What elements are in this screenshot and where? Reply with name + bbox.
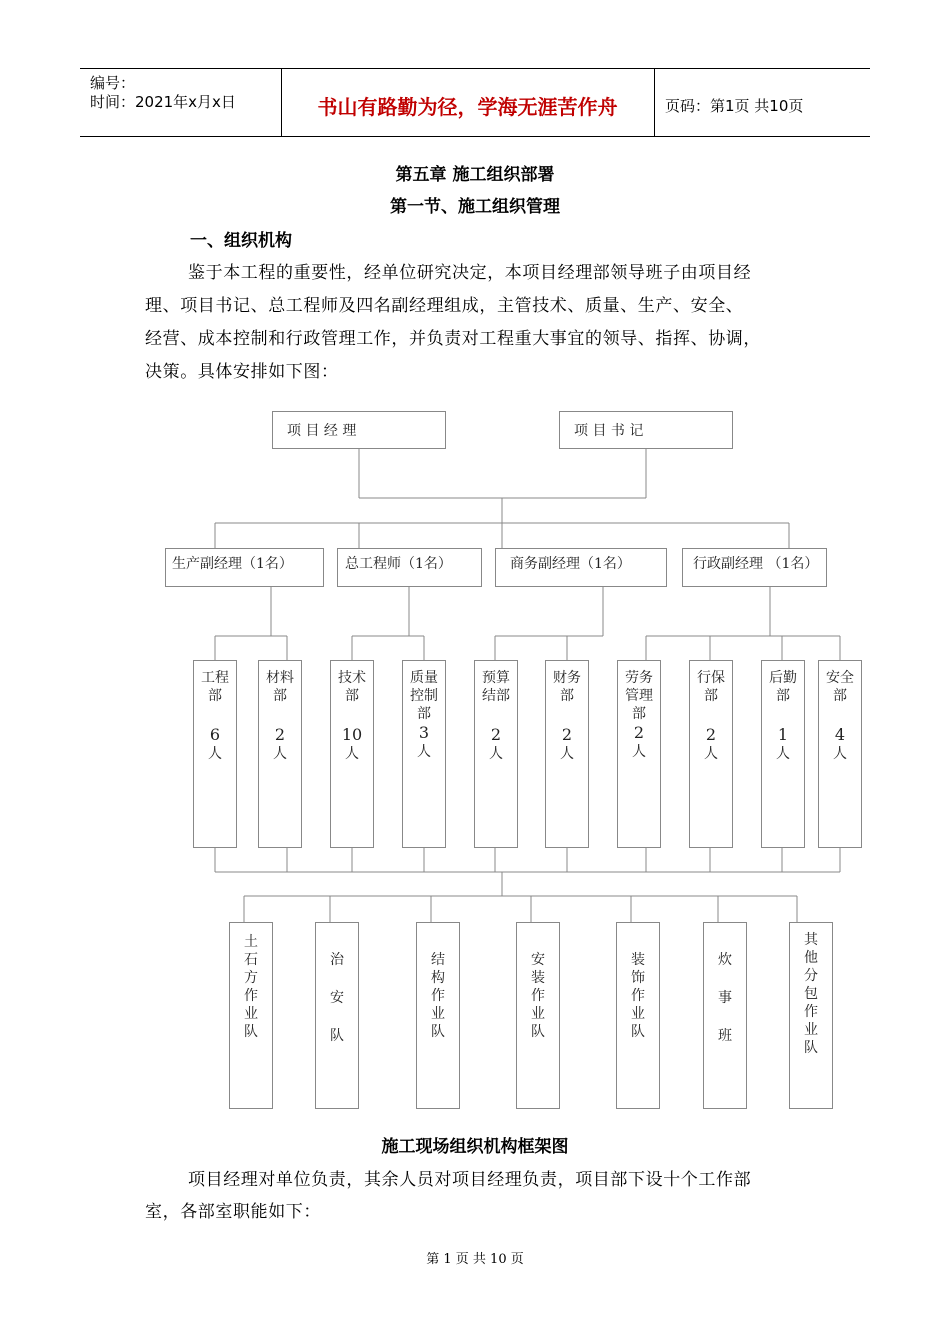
department-box — [258, 660, 302, 848]
department-unit: 人 — [417, 744, 431, 760]
team-char: 其 — [804, 932, 818, 948]
team-char: 包 — [804, 986, 818, 1002]
team-char: 业 — [804, 1022, 818, 1038]
department-box — [402, 660, 446, 848]
team-char: 队 — [804, 1040, 818, 1056]
team-char: 作 — [531, 988, 545, 1004]
department-name: 部 — [417, 706, 431, 722]
page-footer: 第 1 页 共 10 页 — [426, 1252, 524, 1267]
department-unit: 人 — [345, 746, 359, 762]
department-name: 预算 — [482, 670, 510, 686]
department-count: 10 — [341, 725, 363, 744]
department-name: 部 — [273, 688, 287, 704]
box-label: 总工程师（1名） — [345, 556, 452, 572]
team-char: 班 — [718, 1028, 732, 1044]
department-count: 2 — [633, 723, 645, 742]
team-char: 结 — [431, 952, 445, 968]
department-name: 安全 — [826, 670, 854, 686]
team-box — [789, 922, 833, 1109]
department-count: 2 — [561, 725, 573, 744]
team-box — [703, 922, 747, 1109]
team-char: 装 — [631, 952, 645, 968]
department-box — [617, 660, 661, 848]
team-char: 队 — [244, 1024, 258, 1040]
number-label: 编号： — [90, 74, 136, 92]
department-name: 质量 — [410, 670, 438, 686]
department-name: 劳务 — [625, 670, 653, 686]
department-unit: 人 — [833, 746, 847, 762]
team-char: 土 — [244, 934, 258, 950]
department-unit: 人 — [208, 746, 222, 762]
team-char: 业 — [431, 1006, 445, 1022]
chart-caption: 施工现场组织机构框架图 — [381, 1137, 569, 1157]
team-char: 队 — [431, 1024, 445, 1040]
intro-line: 决策。具体安排如下图： — [145, 362, 339, 382]
team-char: 业 — [531, 1006, 545, 1022]
team-char: 作 — [431, 988, 445, 1004]
department-name: 控制 — [410, 688, 438, 704]
team-box — [516, 922, 560, 1109]
department-unit: 人 — [704, 746, 718, 762]
deputy-box-commerce — [495, 548, 667, 587]
department-count: 2 — [705, 725, 717, 744]
deputy-box-production — [165, 548, 324, 587]
department-unit: 人 — [632, 744, 646, 760]
team-char: 他 — [804, 950, 818, 966]
department-unit: 人 — [273, 746, 287, 762]
team-char: 业 — [244, 1006, 258, 1022]
team-char: 饰 — [631, 970, 645, 986]
department-name: 结部 — [482, 688, 510, 704]
closing-line: 项目经理对单位负责，其余人员对项目经理负责，项目部下设十个工作部 — [188, 1170, 752, 1190]
team-char: 队 — [531, 1024, 545, 1040]
team-char: 事 — [718, 990, 732, 1006]
department-box — [689, 660, 733, 848]
subheading: 一、组织机构 — [190, 231, 292, 251]
department-unit: 人 — [776, 746, 790, 762]
team-char: 方 — [244, 970, 258, 986]
department-name: 部 — [345, 688, 359, 704]
team-char: 安 — [330, 990, 344, 1006]
department-unit: 人 — [560, 746, 574, 762]
department-count: 6 — [209, 725, 221, 744]
department-name: 技术 — [338, 670, 366, 686]
team-char: 业 — [631, 1006, 645, 1022]
team-char: 构 — [431, 970, 445, 986]
page-code: 页码：第1页 共10页 — [665, 97, 804, 115]
department-count: 4 — [834, 725, 846, 744]
department-box — [818, 660, 862, 848]
department-name: 部 — [704, 688, 718, 704]
team-char: 分 — [804, 968, 818, 984]
team-char: 装 — [531, 970, 545, 986]
department-name: 部 — [632, 706, 646, 722]
department-name: 工程 — [201, 670, 229, 686]
department-name: 材料 — [266, 670, 294, 686]
team-box — [616, 922, 660, 1109]
department-box — [193, 660, 237, 848]
department-name: 后勤 — [769, 670, 797, 686]
department-name: 部 — [208, 688, 222, 704]
department-unit: 人 — [489, 746, 503, 762]
department-name: 部 — [560, 688, 574, 704]
department-name: 管理 — [625, 688, 653, 704]
closing-line: 室，各部室职能如下： — [145, 1202, 321, 1222]
department-count: 2 — [490, 725, 502, 744]
team-box — [229, 922, 273, 1109]
department-name: 部 — [833, 688, 847, 704]
team-char: 安 — [531, 952, 545, 968]
header-motto: 书山有路勤为径，学海无涯苦作舟 — [317, 95, 618, 119]
department-box — [761, 660, 805, 848]
deputy-box-administration — [682, 548, 827, 587]
box-label: 商务副经理（1名） — [510, 556, 631, 572]
team-char: 石 — [244, 952, 258, 968]
section-title: 第一节、施工组织管理 — [390, 197, 560, 217]
department-count: 2 — [274, 725, 286, 744]
box-label: 生产副经理（1名） — [172, 556, 293, 572]
intro-line: 理、项目书记、总工程师及四名副经理组成，主管技术、质量、生产、安全、 — [145, 296, 744, 316]
team-char: 作 — [631, 988, 645, 1004]
deputy-box-chief-engineer — [337, 548, 482, 587]
team-char: 炊 — [718, 952, 732, 968]
department-box — [474, 660, 518, 848]
box-label: 项 目 书 记 — [574, 423, 644, 439]
intro-line: 经营、成本控制和行政管理工作，并负责对工程重大事宜的领导、指挥、协调， — [145, 329, 761, 349]
team-box — [315, 922, 359, 1109]
team-char: 队 — [330, 1028, 344, 1044]
team-char: 队 — [631, 1024, 645, 1040]
intro-line: 鉴于本工程的重要性，经单位研究决定，本项目经理部领导班子由项目经 — [188, 263, 752, 283]
chapter-title: 第五章 施工组织部署 — [395, 165, 555, 185]
team-char: 作 — [244, 988, 258, 1004]
department-count: 3 — [418, 723, 430, 742]
team-char: 治 — [330, 952, 344, 968]
department-name: 财务 — [553, 670, 581, 686]
project-secretary-box — [559, 411, 733, 449]
time-label: 时间：2021年x月x日 — [90, 93, 236, 111]
department-name: 行保 — [697, 670, 725, 686]
team-char: 作 — [804, 1004, 818, 1020]
department-box — [545, 660, 589, 848]
department-box — [330, 660, 374, 848]
box-label: 项 目 经 理 — [287, 423, 357, 439]
project-manager-box — [272, 411, 446, 449]
department-name: 部 — [776, 688, 790, 704]
department-count: 1 — [777, 725, 789, 744]
box-label: 行政副经理 （1名） — [693, 556, 819, 572]
team-box — [416, 922, 460, 1109]
